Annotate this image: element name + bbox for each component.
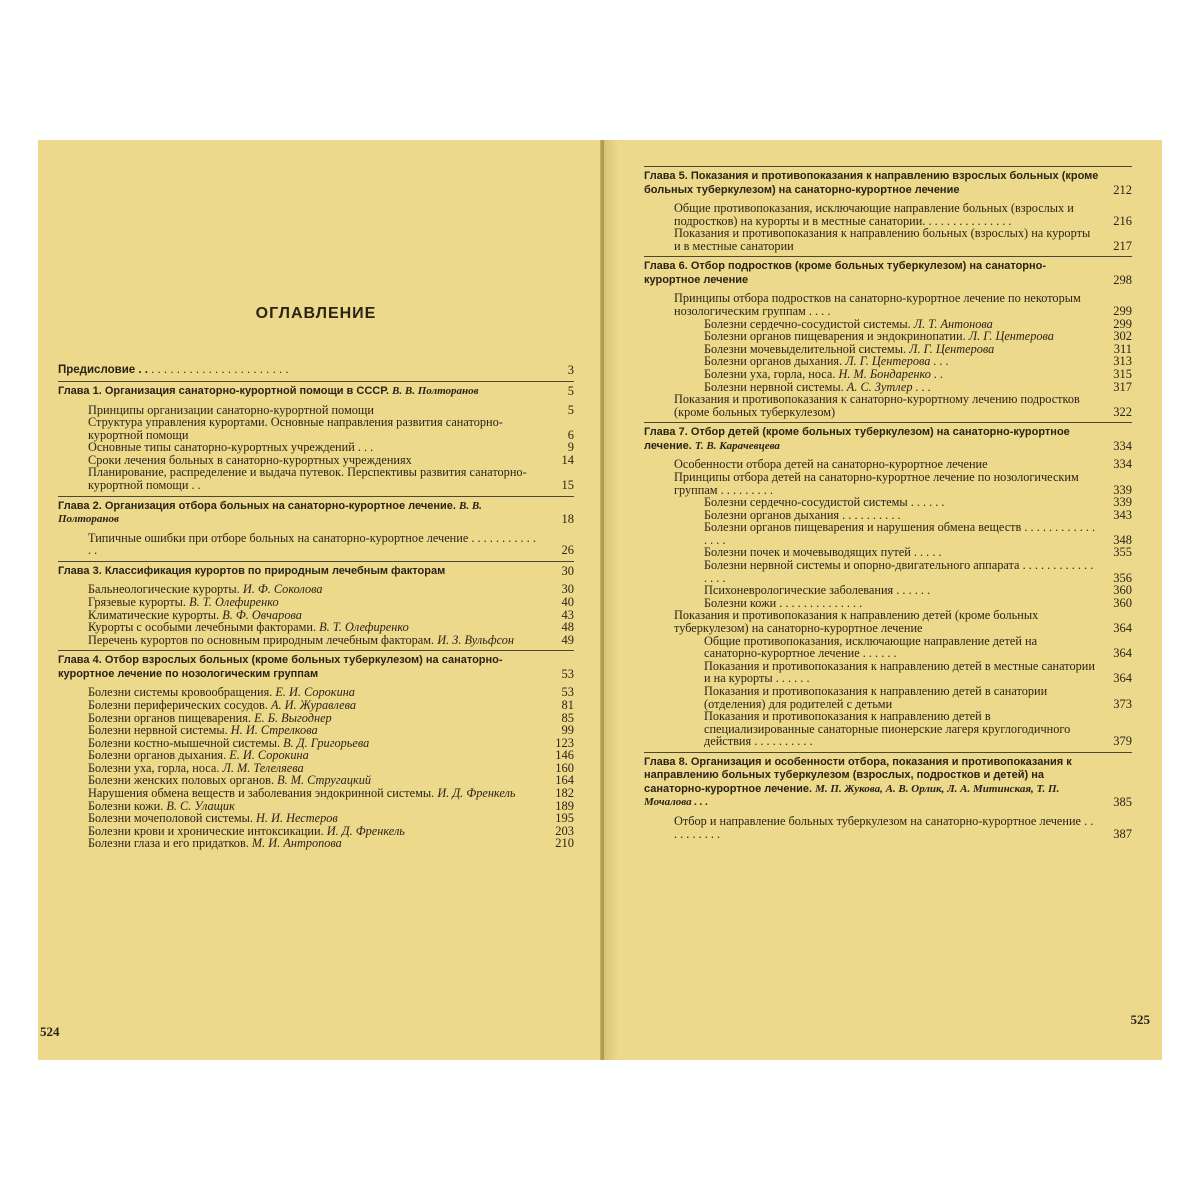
section-title: Болезни органов пищеварения. bbox=[88, 710, 251, 725]
section-page: 81 bbox=[561, 697, 574, 712]
section-page: 387 bbox=[1113, 826, 1132, 841]
book-spread bbox=[38, 140, 1162, 1060]
section-title: Болезни глаза и его придатков. bbox=[88, 836, 249, 851]
section-author: И. Д. Френкель bbox=[326, 823, 405, 838]
section-title: Показания и противопоказания к направлению детей (кроме больных туберкулезом) на санаторно-курортное лечение bbox=[674, 608, 1039, 636]
section-title: Болезни органов дыхания. bbox=[88, 748, 227, 763]
chapter-title: Глава 1. Организация санаторно-курортной помощи в СССР. bbox=[58, 385, 389, 397]
section-author: В. С. Улащик bbox=[166, 798, 235, 813]
section-title: Болезни нервной системы. bbox=[704, 379, 844, 394]
section-page: 26 bbox=[561, 543, 574, 558]
chapter-page: 385 bbox=[1113, 795, 1132, 810]
section-author: В. М. Стругацкий bbox=[277, 773, 372, 788]
chapter-page: 334 bbox=[1113, 438, 1132, 453]
chapter-heading bbox=[644, 426, 1132, 453]
section-author: М. И. Антропова bbox=[251, 836, 342, 851]
chapter-heading-text bbox=[58, 565, 542, 579]
chapter-heading-text bbox=[644, 170, 1100, 197]
section-title: Болезни сердечно-сосудистой системы. bbox=[704, 316, 911, 331]
chapter-heading bbox=[58, 385, 574, 399]
section-title: Показания и противопоказания к направлению детей в санатории (отделения) для родителей с детьми bbox=[704, 684, 1048, 711]
section-page: 302 bbox=[1113, 329, 1132, 344]
section-title: Особенности отбора детей на санаторно-курортное лечение bbox=[674, 457, 988, 472]
chapter-author: Т. В. Карачевцева bbox=[694, 439, 780, 452]
section-title: Общие противопоказания, исключающие направление больных (взрослых и подростков) на курорты и в местные санатории. . . . . . . . . . . . . . . bbox=[674, 201, 1074, 228]
toc-section-entry bbox=[644, 393, 1132, 418]
section-author: И. Ф. Соколова bbox=[242, 582, 323, 597]
section-page: 360 bbox=[1113, 595, 1132, 610]
chapter-heading bbox=[58, 500, 574, 527]
section-author: Л. Г. Центерова bbox=[968, 329, 1054, 344]
section-page: 85 bbox=[561, 710, 574, 725]
section-text bbox=[674, 227, 1096, 252]
section-text bbox=[704, 660, 1096, 685]
section-author: И. Д. Френкель bbox=[437, 786, 516, 801]
section-title: Болезни периферических сосудов. bbox=[88, 697, 268, 712]
toc-section-entry bbox=[644, 609, 1132, 634]
section-title: Планирование, распределение и выдача путевок. Перспективы развития санаторно-курортной помощи . . bbox=[88, 465, 527, 493]
section-page: 216 bbox=[1113, 213, 1132, 228]
section-author: Л. Г. Центерова . . . bbox=[845, 354, 949, 369]
section-title: Болезни почек и мочевыводящих путей . . . . . bbox=[704, 545, 942, 560]
section-author: Н. И. Нестеров bbox=[256, 811, 338, 826]
toc-section-entry bbox=[644, 521, 1132, 546]
left-chapter-list bbox=[58, 381, 574, 850]
right-chapter-list bbox=[644, 166, 1132, 840]
section-title: Болезни уха, горла, носа. bbox=[704, 366, 836, 381]
section-title: Болезни органов пищеварения и нарушения обмена веществ . . . . . . . . . . . . . . . . bbox=[704, 520, 1096, 547]
preface-leader: . . . . . . . . . . . . . . . . . . . . . . bbox=[151, 364, 289, 376]
section-page: 49 bbox=[561, 632, 574, 647]
section-title: Курорты с особыми лечебными факторами. bbox=[88, 620, 317, 635]
section-page: 334 bbox=[1113, 457, 1132, 472]
section-title: Грязевые курорты. bbox=[88, 594, 186, 609]
chapter-title: Глава 6. Отбор подростков (кроме больных туберкулезом) на санаторно-курортное лечение bbox=[644, 260, 1047, 286]
chapter-heading-text bbox=[644, 260, 1100, 287]
section-page: 195 bbox=[555, 811, 574, 826]
section-page: 299 bbox=[1113, 303, 1132, 318]
section-page: 30 bbox=[561, 582, 574, 597]
toc-section-entry bbox=[644, 710, 1132, 748]
section-page: 5 bbox=[567, 402, 574, 417]
chapter-block bbox=[644, 166, 1132, 252]
chapter-heading-text bbox=[644, 756, 1100, 810]
section-page: 15 bbox=[561, 478, 574, 493]
section-text bbox=[674, 202, 1096, 227]
section-page: 203 bbox=[555, 823, 574, 838]
section-author: Л. М. Телеляева bbox=[222, 760, 304, 775]
section-page: 317 bbox=[1113, 379, 1132, 394]
chapter-heading bbox=[644, 170, 1132, 197]
chapter-title: Глава 3. Классификация курортов по природным лечебным факторам bbox=[58, 564, 446, 577]
section-page: 364 bbox=[1113, 646, 1132, 661]
chapter-title: Глава 2. Организация отбора больных на санаторно-курортное лечение. bbox=[58, 499, 456, 512]
section-title: Климатические курорты. bbox=[88, 607, 220, 622]
chapter-block bbox=[58, 496, 574, 557]
section-author: Е. Б. Выгоднер bbox=[254, 710, 332, 725]
section-title: Болезни сердечно-сосудистой системы . . . . . . bbox=[704, 495, 945, 510]
toc-section-entry bbox=[58, 634, 574, 647]
chapter-title: Глава 7. Отбор детей (кроме больных туберкулезом) на санаторно-курортное лечение. bbox=[644, 426, 1070, 452]
section-title: Показания и противопоказания к санаторно-курортному лечению подростков (кроме больных туберкулезом) bbox=[674, 392, 1080, 419]
section-page: 99 bbox=[561, 723, 574, 738]
section-title: Нарушения обмена веществ и заболевания эндокринной системы. bbox=[88, 786, 435, 801]
preface-title: Предисловие . . bbox=[58, 364, 148, 376]
section-title: Болезни органов пищеварения и эндокринопатии. bbox=[704, 329, 966, 344]
section-title: Болезни мочеполовой системы. bbox=[88, 811, 253, 826]
section-title: Болезни системы кровообращения. bbox=[88, 685, 273, 700]
section-title: Сроки лечения больных в санаторно-курортных учреждениях bbox=[88, 452, 412, 467]
section-text bbox=[674, 292, 1096, 317]
section-page: 343 bbox=[1113, 507, 1132, 522]
section-author: В. Д. Григорьева bbox=[283, 735, 370, 750]
section-title: Болезни женских половых органов. bbox=[88, 773, 275, 788]
section-page: 360 bbox=[1113, 583, 1132, 598]
section-title: Болезни органов дыхания. bbox=[704, 354, 843, 369]
section-author: Е. И. Сорокина bbox=[229, 748, 309, 763]
section-page: 373 bbox=[1113, 696, 1132, 711]
section-text bbox=[88, 634, 538, 647]
chapter-heading bbox=[644, 756, 1132, 810]
toc-section-entry bbox=[644, 660, 1132, 685]
section-title: Принципы отбора подростков на санаторно-курортное лечение по некоторым нозологическим группам . . . . bbox=[674, 291, 1081, 318]
section-author: В. Т. Олефиренко bbox=[319, 620, 409, 635]
section-text bbox=[88, 532, 538, 557]
section-text bbox=[88, 466, 538, 491]
toc-section-entry bbox=[58, 416, 574, 441]
section-title: Общие противопоказания, исключающие направление детей на санаторно-курортное лечение . . . . . . bbox=[704, 633, 1038, 661]
chapter-page: 5 bbox=[567, 384, 574, 398]
section-author: В. Т. Олефиренко bbox=[189, 594, 279, 609]
section-page: 40 bbox=[561, 594, 574, 609]
chapter-page: 30 bbox=[561, 563, 574, 578]
chapter-block bbox=[58, 381, 574, 492]
toc-section-entry bbox=[58, 532, 574, 557]
section-title: Болезни уха, горла, носа. bbox=[88, 760, 220, 775]
section-text bbox=[704, 635, 1096, 660]
section-title: Показания и противопоказания к направлению детей в специализированные санаторные пионерские лагеря круглогодичного действия . . . . . . . . . . bbox=[704, 709, 1071, 749]
chapter-page: 298 bbox=[1113, 272, 1132, 287]
toc-section-entry bbox=[58, 837, 574, 850]
section-text bbox=[88, 416, 538, 441]
right-page-number: 525 bbox=[1130, 1012, 1150, 1027]
section-page: 53 bbox=[561, 685, 574, 700]
toc-section-entry bbox=[644, 227, 1132, 252]
section-page: 189 bbox=[555, 798, 574, 813]
section-author: Н. И. Стрелкова bbox=[230, 723, 318, 738]
chapter-heading-text bbox=[58, 500, 542, 527]
section-title: Болезни кожи . . . . . . . . . . . . . . bbox=[704, 595, 863, 610]
section-page: 311 bbox=[1113, 341, 1132, 356]
section-page: 146 bbox=[555, 748, 574, 763]
section-page: 313 bbox=[1113, 354, 1132, 369]
chapter-heading bbox=[644, 260, 1132, 287]
chapter-heading-text bbox=[58, 385, 542, 399]
toc-section-entry bbox=[644, 202, 1132, 227]
toc-title: ОГЛАВЛЕНИЕ bbox=[255, 305, 377, 322]
section-author: Л. Т. Антонова bbox=[913, 316, 993, 331]
chapter-author: В. В. Полторанов bbox=[58, 499, 482, 526]
chapter-page: 212 bbox=[1113, 182, 1132, 197]
toc-section-entry bbox=[644, 685, 1132, 710]
section-page: 210 bbox=[555, 836, 574, 851]
section-page: 182 bbox=[555, 786, 574, 801]
section-page: 356 bbox=[1113, 570, 1132, 585]
chapter-title: Глава 4. Отбор взрослых больных (кроме больных туберкулезом) на санаторно-курортное лечение по нозологическим группам bbox=[58, 654, 503, 680]
chapter-page: 18 bbox=[561, 512, 574, 527]
section-title: Принципы отбора детей на санаторно-курортное лечение по нозологическим группам . . . . . . . . . bbox=[674, 469, 1079, 497]
chapter-block bbox=[58, 561, 574, 646]
section-text bbox=[704, 521, 1096, 546]
section-page: 315 bbox=[1113, 366, 1132, 381]
section-author: Н. М. Бондаренко . . bbox=[838, 366, 944, 381]
section-page: 217 bbox=[1113, 238, 1132, 253]
chapter-title: Глава 8. Организация и особенности отбора, показания и противопоказания к направлению больных туберкулезом (взрослых, подростков и детей) на санаторно-курортное лечение. bbox=[644, 755, 1072, 795]
section-author: В. Ф. Овчарова bbox=[222, 607, 302, 622]
section-text bbox=[704, 710, 1096, 748]
toc-section-entry bbox=[644, 635, 1132, 660]
section-author: А. С. Зутлер . . . bbox=[846, 379, 931, 394]
section-page: 48 bbox=[561, 620, 574, 635]
toc-section-entry bbox=[644, 559, 1132, 584]
toc-section-entry bbox=[644, 292, 1132, 317]
section-title: Болезни нервной системы. bbox=[88, 723, 228, 738]
toc-section-entry bbox=[644, 815, 1132, 840]
chapter-block bbox=[644, 422, 1132, 748]
section-text bbox=[674, 815, 1096, 840]
section-title: Типичные ошибки при отборе больных на санаторно-курортное лечение . . . . . . . . . . . . . bbox=[88, 530, 536, 558]
section-page: 160 bbox=[555, 760, 574, 775]
section-title: Бальнеологические курорты. bbox=[88, 582, 240, 597]
section-author: И. З. Вульфсон bbox=[437, 632, 515, 647]
toc-section-entry bbox=[58, 466, 574, 491]
section-page: 364 bbox=[1113, 621, 1132, 636]
section-author: Л. Г. Центерова bbox=[909, 341, 995, 356]
preface-entry bbox=[58, 363, 574, 377]
toc-section-entry bbox=[644, 471, 1132, 496]
section-title: Болезни крови и хронические интоксикации. bbox=[88, 823, 324, 838]
section-page: 355 bbox=[1113, 545, 1132, 560]
section-title: Психоневрологические заболевания . . . . . . bbox=[704, 583, 931, 598]
section-text bbox=[674, 393, 1096, 418]
section-page: 364 bbox=[1113, 671, 1132, 686]
section-text bbox=[88, 837, 538, 850]
section-page: 14 bbox=[561, 452, 574, 467]
section-title: Показания и противопоказания к направлению больных (взрослых) на курорты и в местные санатории bbox=[674, 226, 1091, 253]
chapter-author: В. В. Полторанов bbox=[392, 385, 479, 397]
left-page bbox=[38, 140, 602, 1060]
section-page: 379 bbox=[1113, 734, 1132, 749]
section-page: 322 bbox=[1113, 404, 1132, 419]
chapter-author: М. П. Жукова, А. В. Орлик, Л. А. Митинская, Т. П. Мочалова . . . bbox=[644, 782, 1060, 809]
section-page: 339 bbox=[1113, 482, 1132, 497]
section-page: 123 bbox=[555, 735, 574, 750]
section-title: Основные типы санаторно-курортных учреждений . . . bbox=[88, 440, 374, 455]
section-page: 43 bbox=[561, 607, 574, 622]
section-page: 164 bbox=[555, 773, 574, 788]
section-title: Болезни органов дыхания . . . . . . . . . . bbox=[704, 507, 901, 522]
section-text bbox=[674, 609, 1096, 634]
section-author: Е. И. Сорокина bbox=[275, 685, 355, 700]
section-title: Отбор и направление больных туберкулезом на санаторно-курортное лечение . . . . . . . . . . bbox=[674, 813, 1094, 841]
section-page: 339 bbox=[1113, 495, 1132, 510]
section-text bbox=[704, 559, 1096, 584]
chapter-heading-text bbox=[58, 654, 542, 681]
right-page bbox=[604, 140, 1162, 1060]
section-title: Показания и противопоказания к направлению детей в местные санатории и на курорты . . . . . . bbox=[704, 658, 1095, 686]
section-title: Структура управления курортами. Основные направления развития санаторно-курортной помощи bbox=[88, 415, 503, 442]
section-author: А. И. Журавлева bbox=[270, 697, 356, 712]
section-title: Болезни нервной системы и опорно-двигательного аппарата . . . . . . . . . . . . . . . . bbox=[704, 558, 1094, 585]
left-page-number: 524 bbox=[40, 1024, 60, 1039]
chapter-heading-text bbox=[644, 426, 1100, 453]
section-page: 6 bbox=[567, 427, 574, 442]
section-title: Болезни мочевыделительной системы. bbox=[704, 341, 907, 356]
chapter-title: Глава 5. Показания и противопоказания к направлению взрослых больных (кроме больных туберкулезом) на санаторно-курортное лечение bbox=[644, 170, 1099, 196]
section-title: Перечень курортов по основным природным лечебным факторам. bbox=[88, 632, 435, 647]
chapter-block bbox=[644, 752, 1132, 840]
section-text bbox=[674, 471, 1096, 496]
section-title: Болезни кожи. bbox=[88, 798, 164, 813]
chapter-block bbox=[644, 256, 1132, 418]
preface-page: 3 bbox=[567, 363, 574, 377]
chapter-heading bbox=[58, 565, 574, 579]
section-title: Принципы организации санаторно-курортной помощи bbox=[88, 402, 374, 417]
chapter-page: 53 bbox=[561, 666, 574, 681]
section-page: 9 bbox=[567, 440, 574, 455]
chapter-heading bbox=[58, 654, 574, 681]
section-page: 299 bbox=[1113, 316, 1132, 331]
section-page: 348 bbox=[1113, 532, 1132, 547]
section-title: Болезни костно-мышечной системы. bbox=[88, 735, 281, 750]
section-text bbox=[704, 685, 1096, 710]
chapter-block bbox=[58, 650, 574, 850]
